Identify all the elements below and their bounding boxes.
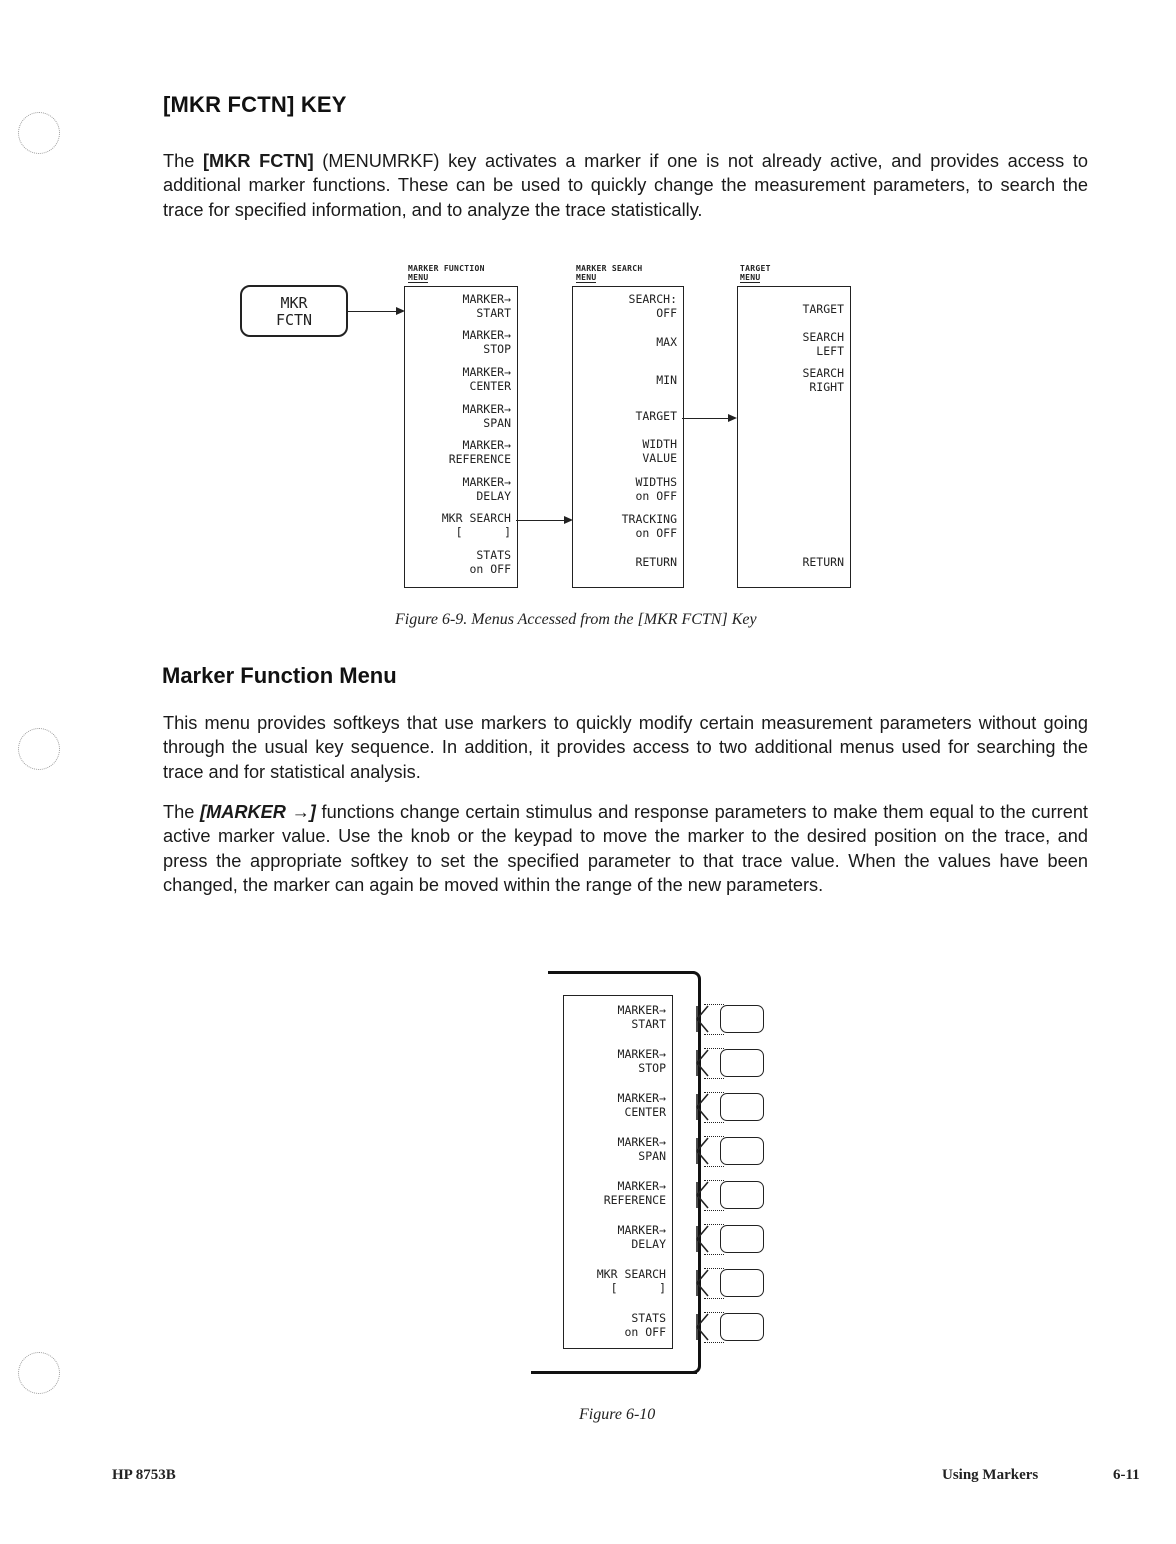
connector-line — [682, 418, 728, 419]
menu-title: TARGET MENU — [740, 264, 771, 282]
softkey-label[interactable]: MARKER→ DELAY — [462, 475, 511, 503]
instrument-bezel — [531, 1371, 697, 1374]
softkey-pointer-icon — [694, 1049, 710, 1077]
footer-model: HP 8753B — [112, 1467, 176, 1483]
softkey-label[interactable]: MARKER→ STOP — [462, 328, 511, 356]
softkey-stem — [704, 1268, 724, 1269]
softkey-label[interactable]: RETURN — [635, 555, 677, 569]
paragraph-2: The [MARKER →] functions change certain stimulus and response parameters to make them equal to the current active marker value. Use the knob or the keypad to move the marker to the desired position on the trace, and press the appropriate softkey to set the specified parameter to that trace value. When the values have been changed, the marker can again be moved within the range of the new parameters. — [163, 802, 1088, 895]
menu-title: MARKER FUNCTION MENU — [408, 264, 485, 282]
arrow-icon — [728, 414, 737, 422]
mkr-fctn-hardkey[interactable] — [240, 285, 348, 337]
softkey-label[interactable]: MARKER→ REFERENCE — [448, 438, 511, 466]
footer-section: Using Markers — [942, 1467, 1039, 1483]
intro-paragraph — [163, 149, 1088, 222]
softkey-button[interactable] — [694, 1311, 774, 1345]
softkey-label[interactable]: MKR SEARCH [ ] — [596, 1267, 666, 1295]
softkey-label[interactable]: MARKER→ SPAN — [462, 402, 511, 430]
punch-hole — [18, 728, 60, 770]
softkey-stem — [704, 1122, 724, 1123]
connector-line — [348, 311, 396, 312]
softkey-stem — [704, 1180, 724, 1181]
softkey-label[interactable]: MARKER→ CENTER — [462, 365, 511, 393]
softkey-label[interactable]: MARKER→ START — [462, 292, 511, 320]
marker-search-menu — [572, 286, 684, 588]
softkey-cap[interactable] — [720, 1049, 764, 1077]
softkey-cap[interactable] — [720, 1093, 764, 1121]
punch-hole — [18, 112, 60, 154]
key-reference: [MARKER →] — [200, 802, 316, 822]
hardkey-label: FCTN — [275, 311, 313, 329]
menu-title: MARKER SEARCH MENU — [576, 264, 643, 282]
softkey-button[interactable] — [694, 1047, 774, 1081]
softkey-stem — [704, 1254, 724, 1255]
softkey-pointer-icon — [694, 1313, 710, 1341]
softkey-stem — [704, 1092, 724, 1093]
softkey-label[interactable]: MARKER→ CENTER — [617, 1091, 666, 1119]
softkey-cap[interactable] — [720, 1313, 764, 1341]
marker-function-menu — [404, 286, 518, 588]
softkey-label[interactable]: RETURN — [802, 555, 844, 569]
softkey-button[interactable] — [694, 1003, 774, 1037]
softkey-label[interactable]: WIDTHS on OFF — [635, 475, 677, 503]
softkey-stem — [704, 1224, 724, 1225]
softkey-stem — [704, 1048, 724, 1049]
softkey-stem — [704, 1210, 724, 1211]
connector-line — [516, 520, 564, 521]
softkey-stem — [704, 1034, 724, 1035]
key-reference: [MKR FCTN] — [202, 151, 314, 171]
subsection-title: Marker Function Menu — [162, 663, 397, 688]
softkey-cap[interactable] — [720, 1137, 764, 1165]
softkey-label[interactable]: STATS on OFF — [469, 548, 511, 576]
softkey-stem — [704, 1004, 724, 1005]
softkey-stem — [704, 1342, 724, 1343]
softkey-label[interactable]: MARKER→ START — [617, 1003, 666, 1031]
softkey-button[interactable] — [694, 1267, 774, 1301]
section-title: [MKR FCTN] KEY — [163, 92, 347, 117]
instrument-bezel — [548, 971, 696, 974]
figure-caption: Figure 6-10 — [579, 1406, 656, 1423]
softkey-cap[interactable] — [720, 1181, 764, 1209]
softkey-pointer-icon — [694, 1269, 710, 1297]
softkey-cap[interactable] — [720, 1225, 764, 1253]
softkey-label[interactable]: STATS on OFF — [624, 1311, 666, 1339]
softkey-cap[interactable] — [720, 1005, 764, 1033]
figure-caption: Figure 6-9. Menus Accessed from the [MKR FCTN] Key — [395, 611, 757, 628]
softkey-stem — [704, 1166, 724, 1167]
softkey-stem — [704, 1298, 724, 1299]
intro-text: The — [163, 151, 203, 171]
softkey-pointer-icon — [694, 1181, 710, 1209]
softkey-button[interactable] — [694, 1223, 774, 1257]
softkey-label[interactable]: TRACKING on OFF — [621, 512, 677, 540]
softkey-label[interactable]: MARKER→ SPAN — [617, 1135, 666, 1163]
punch-hole — [18, 1352, 60, 1394]
softkey-label[interactable]: SEARCH RIGHT — [802, 366, 844, 394]
softkey-button[interactable] — [694, 1091, 774, 1125]
softkey-pointer-icon — [694, 1005, 710, 1033]
softkey-cap[interactable] — [720, 1269, 764, 1297]
footer-page-number: 6-11 — [1113, 1467, 1140, 1483]
softkey-label[interactable]: WIDTH VALUE — [642, 437, 677, 465]
softkey-pointer-icon — [694, 1093, 710, 1121]
softkey-menu-display — [563, 995, 673, 1349]
softkey-stem — [704, 1312, 724, 1313]
softkey-label[interactable]: MAX — [656, 335, 677, 349]
softkey-stem — [704, 1078, 724, 1079]
softkey-label[interactable]: MIN — [656, 373, 677, 387]
softkey-pointer-icon — [694, 1137, 710, 1165]
softkey-label[interactable]: MKR SEARCH [ ] — [441, 511, 511, 539]
softkey-button[interactable] — [694, 1179, 774, 1213]
softkey-label[interactable]: TARGET — [635, 409, 677, 423]
target-menu — [737, 286, 851, 588]
softkey-label[interactable]: SEARCH LEFT — [802, 330, 844, 358]
softkey-label[interactable]: MARKER→ REFERENCE — [603, 1179, 666, 1207]
softkey-label[interactable]: MARKER→ DELAY — [617, 1223, 666, 1251]
softkey-button[interactable] — [694, 1135, 774, 1169]
softkey-label[interactable]: SEARCH: OFF — [628, 292, 677, 320]
intro-text: (MENUMRKF) key activates a marker if one is not already active, and provides access to additional marker functions. These can be used to quickly change the measurement parameters, to search the trace for specified information, and to analyze the trace statistically. — [163, 151, 1088, 220]
hardkey-label: MKR — [280, 294, 308, 312]
softkey-stem — [704, 1136, 724, 1137]
softkey-label[interactable]: MARKER→ STOP — [617, 1047, 666, 1075]
paragraph-1: This menu provides softkeys that use markers to quickly modify certain measurement parameters without going through the usual key sequence. In addition, it provides access to two additional menus used for searching the trace and for statistical analysis. — [163, 713, 1088, 782]
softkey-pointer-icon — [694, 1225, 710, 1253]
softkey-label[interactable]: TARGET — [802, 302, 844, 316]
